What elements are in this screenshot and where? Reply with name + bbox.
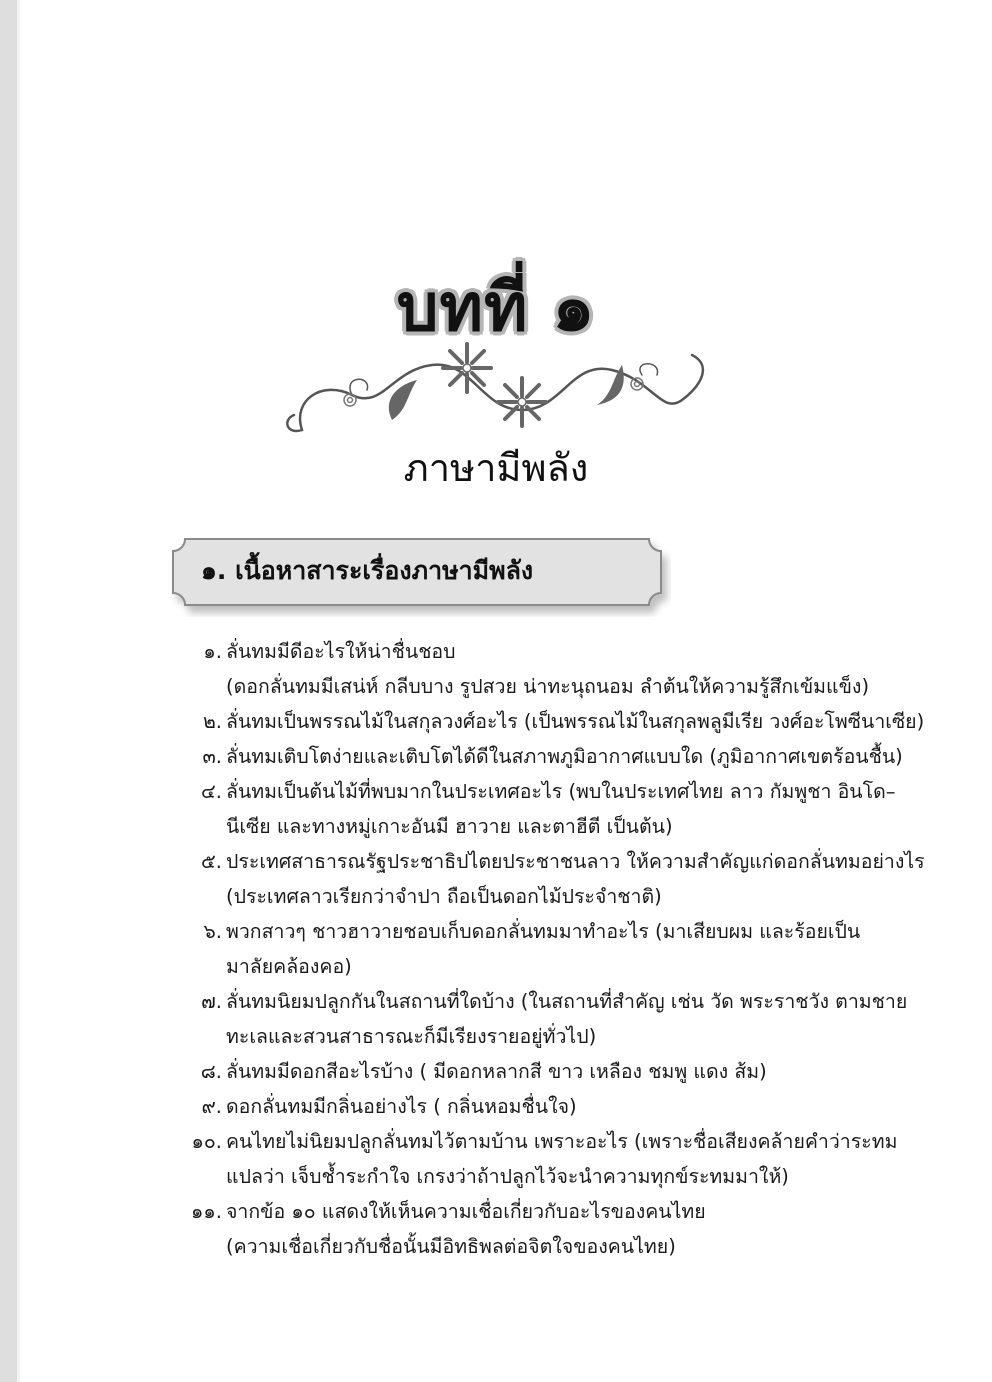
question-text: ลั่นทมมีดีอะไรให้น่าชื่นชอบ [226, 640, 456, 663]
question-text-continued: (ประเทศลาวเรียกว่าจำปา ถือเป็นดอกไม้ประจำชาติ) [226, 885, 662, 908]
question-number: ๑. [203, 640, 222, 663]
floral-vine-ornament-icon [282, 340, 722, 450]
question-item [180, 1124, 898, 1194]
question-text: ดอกลั่นทมมีกลิ่นอย่างไร ( กลิ่นหอมชื่นใจ) [226, 1095, 577, 1118]
question-item [180, 1089, 880, 1124]
question-number: ๑๑. [191, 1200, 222, 1223]
question-text-continued: (ดอกลั่นทมมีเสน่ห์ กลีบบาง รูปสวย น่าทะนุถนอม ลำต้นให้ความรู้สึกเข้มแข็ง) [226, 675, 870, 698]
question-item [180, 704, 925, 739]
question-item [180, 844, 925, 914]
question-item [180, 739, 903, 774]
question-text: ลั่นทมเป็นต้นไม้ที่พบมากในประเทศอะไร (พบในประเทศไทย ลาว กัมพูชา อินโด– [226, 780, 896, 803]
question-text-continued: มาลัยคล้องคอ) [226, 955, 352, 978]
question-item [180, 984, 908, 1054]
question-number: ๕. [201, 850, 222, 873]
question-item [180, 1194, 880, 1264]
question-number: ๔. [201, 780, 222, 803]
section-banner [171, 537, 663, 607]
question-text: ประเทศสาธารณรัฐประชาธิปไตยประชาชนลาว ให้ความสำคัญแก่ดอกลั่นทมอย่างไร [226, 850, 925, 873]
question-item [180, 774, 896, 844]
question-text-continued: นีเซีย และทางหมู่เกาะอันมี ฮาวาย และตาฮีตี เป็นต้น) [226, 815, 673, 838]
chapter-title: บทที่ ๑ [396, 269, 596, 346]
question-text-continued: ทะเลและสวนสาธารณะก็มีเรียงรายอยู่ทั่วไป) [226, 1025, 597, 1048]
question-text: ลั่นทมเติบโตง่ายและเติบโตได้ดีในสภาพภูมิอากาศแบบใด (ภูมิอากาศเขตร้อนชื้น) [226, 745, 903, 768]
question-list [180, 634, 925, 1264]
question-text-continued: (ความเชื่อเกี่ยวกับชื่อนั้นมีอิทธิพลต่อจิตใจของคนไทย) [226, 1235, 676, 1258]
page-left-margin-edge [17, 0, 20, 1382]
question-item [180, 634, 880, 704]
question-number: ๑๐. [191, 1130, 222, 1153]
chapter-subtitle: ภาษามีพลัง [403, 446, 589, 490]
question-text: คนไทยไม่นิยมปลูกลั่นทมไว้ตามบ้าน เพราะอะไร (เพราะชื่อเสียงคล้ายคำว่าระทม [226, 1130, 898, 1153]
question-text: จากข้อ ๑๐ แสดงให้เห็นความเชื่อเกี่ยวกับอะไรของคนไทย [226, 1200, 706, 1223]
question-number: ๓. [202, 745, 222, 768]
page-left-margin-strip [0, 0, 17, 1382]
question-text-continued: แปลว่า เจ็บช้ำระกำใจ เกรงว่าถ้าปลูกไว้จะนำความทุกข์ระทมมาให้) [226, 1165, 789, 1188]
question-text: ลั่นทมนิยมปลูกกันในสถานที่ใดบ้าง (ในสถานที่สำคัญ เช่น วัด พระราชวัง ตามชาย [226, 990, 908, 1013]
question-number: ๘. [200, 1060, 222, 1083]
question-text: พวกสาวๆ ชาวฮาวายชอบเก็บดอกลั่นทมมาทำอะไร (มาเสียบผม และร้อยเป็น [226, 920, 861, 943]
question-item [180, 914, 880, 984]
question-text: ลั่นทมมีดอกสีอะไรบ้าง ( มีดอกหลากสี ขาว เหลือง ชมพู แดง ส้ม) [226, 1060, 767, 1083]
question-number: ๖. [203, 920, 222, 943]
question-number: ๙. [201, 1095, 222, 1118]
section-title: ๑. เนื้อหาสาระเรื่องภาษามีพลัง [201, 556, 534, 585]
question-text: ลั่นทมเป็นพรรณไม้ในสกุลวงศ์อะไร (เป็นพรรณไม้ในสกุลพลูมีเรีย วงศ์อะโพซีนาเซีย) [226, 710, 925, 733]
question-item [180, 1054, 880, 1089]
question-number: ๗. [201, 990, 222, 1013]
question-number: ๒. [202, 710, 222, 733]
